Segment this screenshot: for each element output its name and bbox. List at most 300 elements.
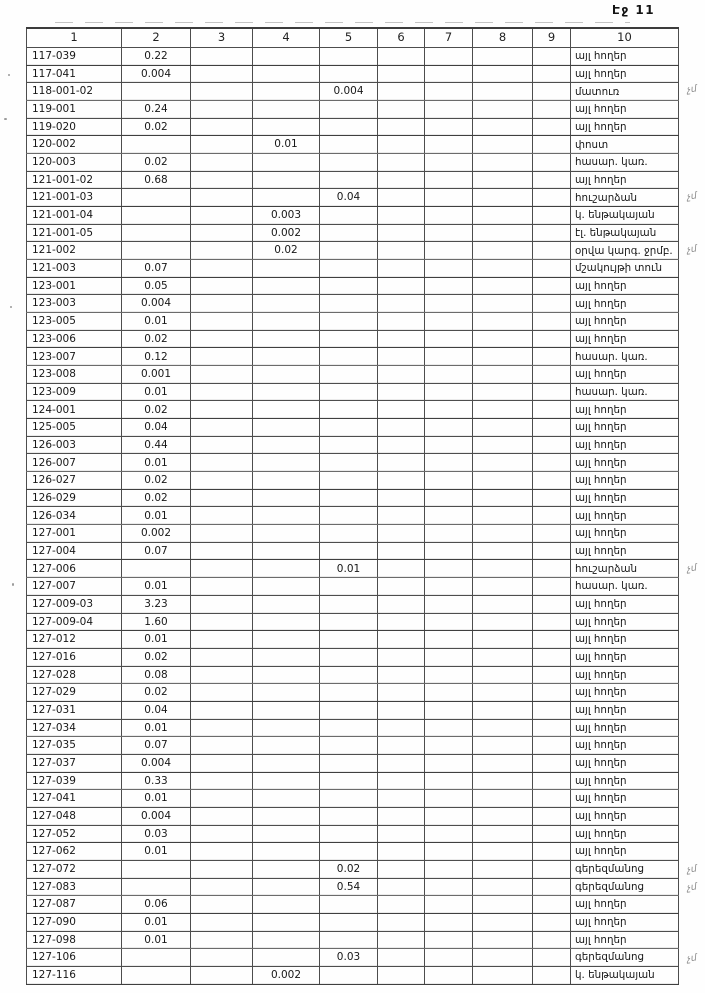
cell-col7 xyxy=(425,737,473,755)
cell-col5 xyxy=(320,277,378,295)
cell-col3 xyxy=(191,489,253,507)
cell-col5 xyxy=(320,295,378,313)
cell-col3 xyxy=(191,595,253,613)
cell-col4 xyxy=(253,790,320,808)
cell-parcel-id: 127-034 xyxy=(27,719,122,737)
handwritten-margin-note: չմ xyxy=(686,562,698,575)
cell-col3 xyxy=(191,348,253,366)
cell-col6 xyxy=(378,348,425,366)
cell-col8 xyxy=(473,171,533,189)
cell-col2: 0.02 xyxy=(122,154,191,172)
cell-col9 xyxy=(533,489,571,507)
cell-land-use: այլ հողեր xyxy=(571,313,679,331)
cell-col2: 0.02 xyxy=(122,472,191,490)
cell-parcel-id: 127-016 xyxy=(27,648,122,666)
cell-col6 xyxy=(378,171,425,189)
cell-col9 xyxy=(533,560,571,578)
cell-col3 xyxy=(191,313,253,331)
cell-col7 xyxy=(425,260,473,278)
cell-col7 xyxy=(425,224,473,242)
cell-col9 xyxy=(533,701,571,719)
cell-col3 xyxy=(191,436,253,454)
cell-land-use: այլ հողեր xyxy=(571,719,679,737)
cell-col9 xyxy=(533,295,571,313)
cell-col8 xyxy=(473,860,533,878)
cell-col8 xyxy=(473,242,533,260)
cell-col4 xyxy=(253,843,320,861)
table-row xyxy=(27,684,679,702)
table-row xyxy=(27,489,679,507)
cell-col6 xyxy=(378,560,425,578)
cell-col9 xyxy=(533,454,571,472)
cell-parcel-id: 121-001-05 xyxy=(27,224,122,242)
cell-col8 xyxy=(473,719,533,737)
cell-parcel-id: 127-048 xyxy=(27,807,122,825)
cell-col4 xyxy=(253,313,320,331)
cell-col6 xyxy=(378,631,425,649)
cell-col3 xyxy=(191,48,253,66)
cell-parcel-id: 126-027 xyxy=(27,472,122,490)
cell-col7 xyxy=(425,684,473,702)
cell-col3 xyxy=(191,118,253,136)
cell-col5 xyxy=(320,136,378,154)
cell-col2: 0.68 xyxy=(122,171,191,189)
cell-land-use: այլ հողեր xyxy=(571,613,679,631)
cell-col2 xyxy=(122,860,191,878)
cell-col5 xyxy=(320,118,378,136)
column-header: 7 xyxy=(425,28,473,48)
cell-col5 xyxy=(320,224,378,242)
cell-parcel-id: 127-041 xyxy=(27,790,122,808)
cell-col6 xyxy=(378,260,425,278)
cell-col6 xyxy=(378,401,425,419)
cell-col3 xyxy=(191,83,253,101)
cell-col9 xyxy=(533,966,571,984)
cell-col3 xyxy=(191,684,253,702)
cell-col4 xyxy=(253,83,320,101)
cell-col7 xyxy=(425,807,473,825)
table-row xyxy=(27,595,679,613)
cell-col5 xyxy=(320,472,378,490)
cell-parcel-id: 127-012 xyxy=(27,631,122,649)
cell-col2: 0.01 xyxy=(122,383,191,401)
table-row xyxy=(27,118,679,136)
cell-col3 xyxy=(191,913,253,931)
cell-col6 xyxy=(378,189,425,207)
cell-col4 xyxy=(253,472,320,490)
cell-col6 xyxy=(378,684,425,702)
cell-col3 xyxy=(191,277,253,295)
cell-col9 xyxy=(533,772,571,790)
cell-col9 xyxy=(533,48,571,66)
cell-col4 xyxy=(253,595,320,613)
cell-col6 xyxy=(378,701,425,719)
cell-col5 xyxy=(320,401,378,419)
table-row xyxy=(27,507,679,525)
header-row xyxy=(27,28,679,48)
cell-col3 xyxy=(191,578,253,596)
cell-col4 xyxy=(253,648,320,666)
cell-col7 xyxy=(425,931,473,949)
cell-col7 xyxy=(425,472,473,490)
cell-col3 xyxy=(191,560,253,578)
cell-col5 xyxy=(320,578,378,596)
cell-col4 xyxy=(253,860,320,878)
cell-col2: 0.07 xyxy=(122,260,191,278)
cell-land-use: այլ հողեր xyxy=(571,931,679,949)
cell-parcel-id: 121-001-03 xyxy=(27,189,122,207)
cell-col8 xyxy=(473,313,533,331)
cell-col2: 0.004 xyxy=(122,295,191,313)
cell-col7 xyxy=(425,949,473,967)
cell-col8 xyxy=(473,772,533,790)
cell-col8 xyxy=(473,260,533,278)
cell-col5 xyxy=(320,454,378,472)
cell-parcel-id: 127-028 xyxy=(27,666,122,684)
cell-col8 xyxy=(473,189,533,207)
scan-speck xyxy=(4,118,7,120)
cell-col2: 0.07 xyxy=(122,737,191,755)
table-row xyxy=(27,772,679,790)
cell-col9 xyxy=(533,348,571,366)
table-row xyxy=(27,330,679,348)
cell-parcel-id: 127-083 xyxy=(27,878,122,896)
cell-col4 xyxy=(253,348,320,366)
cell-col8 xyxy=(473,436,533,454)
cell-col7 xyxy=(425,207,473,225)
cell-land-use: այլ հողեր xyxy=(571,737,679,755)
cell-col2: 0.02 xyxy=(122,648,191,666)
cell-col6 xyxy=(378,83,425,101)
cell-col9 xyxy=(533,171,571,189)
cell-col4 xyxy=(253,454,320,472)
handwritten-margin-note: չմ xyxy=(686,952,698,965)
table-row xyxy=(27,295,679,313)
cell-col8 xyxy=(473,843,533,861)
cell-col7 xyxy=(425,277,473,295)
cell-col9 xyxy=(533,790,571,808)
cell-col8 xyxy=(473,366,533,384)
cell-col4 xyxy=(253,578,320,596)
cell-col5 xyxy=(320,48,378,66)
table-row xyxy=(27,189,679,207)
cell-parcel-id: 121-001-04 xyxy=(27,207,122,225)
table-row xyxy=(27,136,679,154)
cell-col5 xyxy=(320,772,378,790)
cell-land-use: այլ հողեր xyxy=(571,295,679,313)
cell-col2 xyxy=(122,189,191,207)
cell-col4 xyxy=(253,383,320,401)
cell-col6 xyxy=(378,101,425,119)
cell-col4 xyxy=(253,507,320,525)
cell-parcel-id: 123-005 xyxy=(27,313,122,331)
cell-parcel-id: 127-062 xyxy=(27,843,122,861)
cell-col6 xyxy=(378,525,425,543)
cell-col3 xyxy=(191,207,253,225)
column-header: 10 xyxy=(571,28,679,48)
cell-parcel-id: 123-006 xyxy=(27,330,122,348)
cell-land-use: այլ հողեր xyxy=(571,366,679,384)
cell-col9 xyxy=(533,189,571,207)
cell-parcel-id: 127-029 xyxy=(27,684,122,702)
cell-col5 xyxy=(320,666,378,684)
cell-col6 xyxy=(378,666,425,684)
table-row xyxy=(27,525,679,543)
cell-parcel-id: 120-003 xyxy=(27,154,122,172)
cell-land-use: գերեզմանոց xyxy=(571,878,679,896)
parcel-register-table xyxy=(26,27,679,985)
cell-land-use: հասար. կառ. xyxy=(571,578,679,596)
cell-col9 xyxy=(533,330,571,348)
cell-parcel-id: 126-029 xyxy=(27,489,122,507)
cell-col6 xyxy=(378,772,425,790)
cell-col3 xyxy=(191,701,253,719)
cell-col5: 0.01 xyxy=(320,560,378,578)
cell-col4 xyxy=(253,613,320,631)
cell-col4 xyxy=(253,913,320,931)
cell-col2: 0.05 xyxy=(122,277,191,295)
cell-col5 xyxy=(320,525,378,543)
table-row xyxy=(27,825,679,843)
cell-col5 xyxy=(320,242,378,260)
cell-col3 xyxy=(191,65,253,83)
cell-col8 xyxy=(473,913,533,931)
table-row xyxy=(27,807,679,825)
table-row xyxy=(27,701,679,719)
cell-col7 xyxy=(425,631,473,649)
cell-col7 xyxy=(425,348,473,366)
cell-col6 xyxy=(378,48,425,66)
table-row xyxy=(27,154,679,172)
cell-col7 xyxy=(425,666,473,684)
table-row xyxy=(27,613,679,631)
column-header: 2 xyxy=(122,28,191,48)
cell-col2 xyxy=(122,242,191,260)
cell-col3 xyxy=(191,648,253,666)
cell-col6 xyxy=(378,913,425,931)
cell-parcel-id: 124-001 xyxy=(27,401,122,419)
cell-col6 xyxy=(378,224,425,242)
cell-land-use: մատուռ xyxy=(571,83,679,101)
cell-col2: 0.002 xyxy=(122,525,191,543)
cell-col2 xyxy=(122,878,191,896)
cell-col4 xyxy=(253,436,320,454)
cell-col5 xyxy=(320,348,378,366)
cell-land-use: այլ հողեր xyxy=(571,454,679,472)
cell-col5 xyxy=(320,65,378,83)
cell-col8 xyxy=(473,348,533,366)
cell-parcel-id: 123-007 xyxy=(27,348,122,366)
cell-col8 xyxy=(473,118,533,136)
cell-parcel-id: 121-002 xyxy=(27,242,122,260)
cell-parcel-id: 123-008 xyxy=(27,366,122,384)
cell-col3 xyxy=(191,242,253,260)
cell-col5 xyxy=(320,366,378,384)
table-row xyxy=(27,436,679,454)
cell-col8 xyxy=(473,224,533,242)
table-row xyxy=(27,242,679,260)
cell-col4 xyxy=(253,754,320,772)
cell-col7 xyxy=(425,171,473,189)
cell-col8 xyxy=(473,525,533,543)
cell-col6 xyxy=(378,136,425,154)
cell-col9 xyxy=(533,436,571,454)
table-row xyxy=(27,83,679,101)
table-row xyxy=(27,860,679,878)
cell-col9 xyxy=(533,313,571,331)
cell-col4 xyxy=(253,366,320,384)
cell-col3 xyxy=(191,825,253,843)
cell-col2: 1.60 xyxy=(122,613,191,631)
cell-col8 xyxy=(473,101,533,119)
cell-col7 xyxy=(425,48,473,66)
cell-col7 xyxy=(425,83,473,101)
cell-col9 xyxy=(533,684,571,702)
cell-col2: 0.22 xyxy=(122,48,191,66)
cell-col5 xyxy=(320,171,378,189)
cell-parcel-id: 127-052 xyxy=(27,825,122,843)
table-row xyxy=(27,790,679,808)
table-row xyxy=(27,401,679,419)
handwritten-margin-note: չմ xyxy=(686,190,698,203)
cell-col8 xyxy=(473,136,533,154)
cell-col4 xyxy=(253,949,320,967)
cell-col8 xyxy=(473,896,533,914)
cell-col9 xyxy=(533,931,571,949)
cell-col4 xyxy=(253,701,320,719)
cell-col2 xyxy=(122,83,191,101)
cell-col6 xyxy=(378,931,425,949)
cell-col2: 0.44 xyxy=(122,436,191,454)
cell-land-use: այլ հողեր xyxy=(571,171,679,189)
cell-col4 xyxy=(253,931,320,949)
cell-col9 xyxy=(533,666,571,684)
cell-col9 xyxy=(533,896,571,914)
cell-col9 xyxy=(533,277,571,295)
cell-land-use: հուշարձան xyxy=(571,189,679,207)
handwritten-margin-note: չմ xyxy=(686,83,698,96)
cell-col6 xyxy=(378,507,425,525)
cell-land-use: այլ հողեր xyxy=(571,754,679,772)
cell-col7 xyxy=(425,136,473,154)
cell-col7 xyxy=(425,154,473,172)
table-row xyxy=(27,949,679,967)
cell-col3 xyxy=(191,966,253,984)
scan-speck xyxy=(12,583,14,586)
cell-parcel-id: 121-001-02 xyxy=(27,171,122,189)
table-row xyxy=(27,913,679,931)
cell-col8 xyxy=(473,295,533,313)
table-row xyxy=(27,48,679,66)
cell-col6 xyxy=(378,578,425,596)
cell-col9 xyxy=(533,242,571,260)
cell-land-use: կ. ենթակայան xyxy=(571,207,679,225)
cell-parcel-id: 126-034 xyxy=(27,507,122,525)
table-row xyxy=(27,419,679,437)
cell-col5 xyxy=(320,896,378,914)
cell-col2: 0.04 xyxy=(122,419,191,437)
cell-land-use: օրվա կարգ. ջրմբ. xyxy=(571,242,679,260)
cell-col2: 0.01 xyxy=(122,631,191,649)
cell-land-use: այլ հողեր xyxy=(571,666,679,684)
cell-col5 xyxy=(320,913,378,931)
table-row xyxy=(27,101,679,119)
cell-col3 xyxy=(191,737,253,755)
cell-col2: 0.24 xyxy=(122,101,191,119)
cell-col2: 0.004 xyxy=(122,807,191,825)
table-row xyxy=(27,878,679,896)
table-row xyxy=(27,648,679,666)
table-row xyxy=(27,366,679,384)
cell-col5 xyxy=(320,313,378,331)
cell-col7 xyxy=(425,525,473,543)
cell-col9 xyxy=(533,419,571,437)
cell-col3 xyxy=(191,171,253,189)
table-row xyxy=(27,224,679,242)
cell-col7 xyxy=(425,790,473,808)
cell-col7 xyxy=(425,701,473,719)
cell-land-use: այլ հողեր xyxy=(571,825,679,843)
cell-col4 xyxy=(253,65,320,83)
table-row xyxy=(27,560,679,578)
cell-col3 xyxy=(191,949,253,967)
cell-col7 xyxy=(425,507,473,525)
cell-col5 xyxy=(320,330,378,348)
cell-col6 xyxy=(378,207,425,225)
cell-col4: 0.02 xyxy=(253,242,320,260)
cell-col8 xyxy=(473,383,533,401)
cell-col6 xyxy=(378,65,425,83)
cell-col8 xyxy=(473,631,533,649)
table-row xyxy=(27,454,679,472)
cell-col7 xyxy=(425,719,473,737)
cell-col8 xyxy=(473,542,533,560)
cell-col9 xyxy=(533,83,571,101)
cell-col2: 0.08 xyxy=(122,666,191,684)
cell-col8 xyxy=(473,507,533,525)
cell-col2: 0.01 xyxy=(122,913,191,931)
cell-parcel-id: 127-031 xyxy=(27,701,122,719)
cell-col7 xyxy=(425,401,473,419)
cell-col4 xyxy=(253,330,320,348)
cell-land-use: այլ հողեր xyxy=(571,807,679,825)
cell-col2: 0.02 xyxy=(122,401,191,419)
cell-col7 xyxy=(425,295,473,313)
cell-parcel-id: 117-041 xyxy=(27,65,122,83)
cell-land-use: այլ հողեր xyxy=(571,701,679,719)
cell-col4: 0.003 xyxy=(253,207,320,225)
cell-col6 xyxy=(378,472,425,490)
cell-col6 xyxy=(378,843,425,861)
cell-land-use: այլ հողեր xyxy=(571,419,679,437)
cell-col7 xyxy=(425,754,473,772)
cell-land-use: կ. ենթակայան xyxy=(571,966,679,984)
cell-col3 xyxy=(191,366,253,384)
cell-col7 xyxy=(425,772,473,790)
cell-col6 xyxy=(378,860,425,878)
cell-col6 xyxy=(378,648,425,666)
cell-col2: 0.004 xyxy=(122,754,191,772)
cell-col4 xyxy=(253,260,320,278)
cell-col9 xyxy=(533,878,571,896)
cell-col9 xyxy=(533,949,571,967)
cell-col3 xyxy=(191,843,253,861)
cell-col9 xyxy=(533,648,571,666)
column-header: 6 xyxy=(378,28,425,48)
cell-land-use: այլ հողեր xyxy=(571,684,679,702)
cell-col3 xyxy=(191,807,253,825)
cell-land-use: այլ հողեր xyxy=(571,542,679,560)
